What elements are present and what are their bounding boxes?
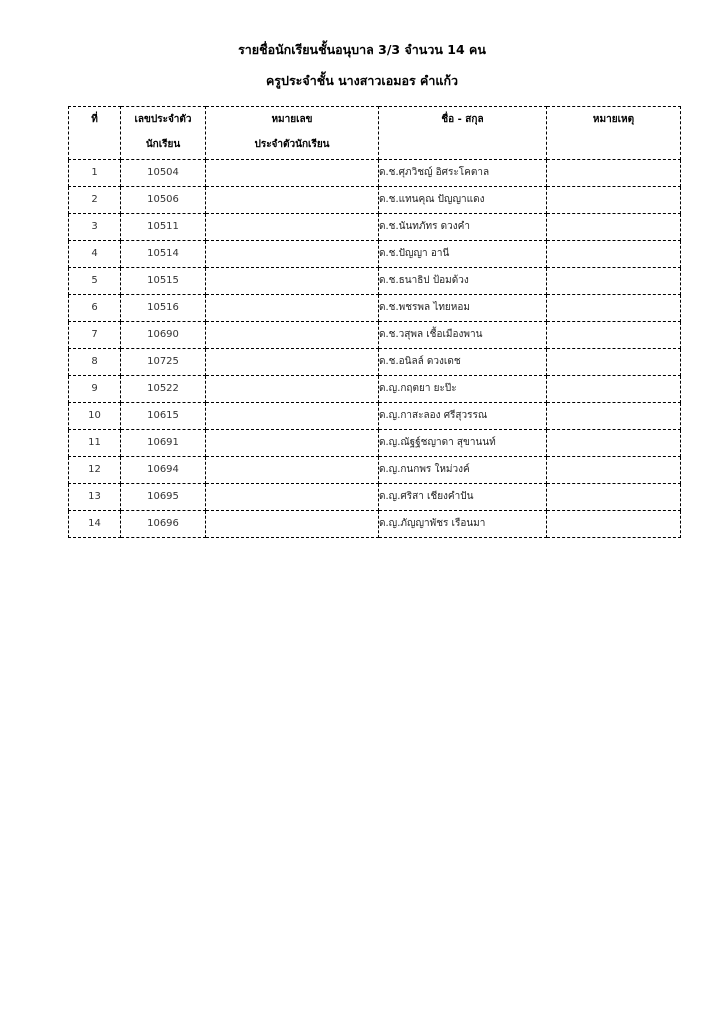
row-no: 7 (69, 322, 121, 349)
row-student-id: 10696 (121, 511, 206, 538)
row-name: ด.ญ.ณัฐฐ์ชญาดา สุขานนท์ (379, 430, 547, 457)
table-row (69, 214, 681, 241)
row-national-id (206, 214, 379, 241)
row-remark (547, 214, 681, 241)
row-student-id: 10516 (121, 295, 206, 322)
row-no: 8 (69, 349, 121, 376)
row-student-id: 10725 (121, 349, 206, 376)
table-row (69, 322, 681, 349)
row-student-id: 10511 (121, 214, 206, 241)
row-no: 13 (69, 484, 121, 511)
row-name: ด.ญ.ภัญญาพัชร เรือนมา (379, 511, 547, 538)
row-student-id: 10514 (121, 241, 206, 268)
table-row (69, 187, 681, 214)
table-row (69, 295, 681, 322)
table-row (69, 511, 681, 538)
row-national-id (206, 187, 379, 214)
table-row (69, 403, 681, 430)
row-remark (547, 295, 681, 322)
header-national-id: หมายเลข ประจำตัวนักเรียน (206, 107, 379, 160)
table-row (69, 430, 681, 457)
row-no: 9 (69, 376, 121, 403)
row-national-id (206, 160, 379, 187)
row-national-id (206, 349, 379, 376)
row-national-id (206, 376, 379, 403)
row-student-id: 10691 (121, 430, 206, 457)
table-row (69, 241, 681, 268)
row-remark (547, 376, 681, 403)
row-remark (547, 187, 681, 214)
table-row (69, 349, 681, 376)
row-remark (547, 403, 681, 430)
row-no: 5 (69, 268, 121, 295)
row-remark (547, 349, 681, 376)
row-no: 1 (69, 160, 121, 187)
row-remark (547, 160, 681, 187)
row-national-id (206, 241, 379, 268)
row-remark (547, 457, 681, 484)
table-row (69, 160, 681, 187)
row-student-id: 10515 (121, 268, 206, 295)
row-name: ด.ญ.ศริสา เชียงคำปัน (379, 484, 547, 511)
table-row (69, 268, 681, 295)
header-no: ที่ (69, 107, 121, 160)
row-remark (547, 322, 681, 349)
row-student-id: 10506 (121, 187, 206, 214)
row-name: ด.ช.ศุภวิชญ์ อิศระโคตาล (379, 160, 547, 187)
row-name: ด.ช.วสุพล เชื้อเมืองพาน (379, 322, 547, 349)
row-student-id: 10522 (121, 376, 206, 403)
page-title: รายชื่อนักเรียนชั้นอนุบาล 3/3 จำนวน 14 คน (238, 42, 486, 57)
row-student-id: 10695 (121, 484, 206, 511)
table-row (69, 376, 681, 403)
row-student-id: 10694 (121, 457, 206, 484)
header-student-id: เลขประจำตัว นักเรียน (121, 107, 206, 160)
row-remark (547, 268, 681, 295)
row-national-id (206, 403, 379, 430)
row-no: 2 (69, 187, 121, 214)
row-name: ด.ช.ธนาธิป ป้อมด้วง (379, 268, 547, 295)
row-name: ด.ญ.กาสะลอง ศรีสุวรรณ (379, 403, 547, 430)
row-name: ด.ญ.กนกพร ใหม่วงค์ (379, 457, 547, 484)
row-national-id (206, 295, 379, 322)
student-table (68, 106, 681, 538)
header-remark: หมายเหตุ (547, 107, 681, 160)
row-remark (547, 241, 681, 268)
row-student-id: 10615 (121, 403, 206, 430)
row-remark (547, 511, 681, 538)
row-name: ด.ช.ปัญญา อานี (379, 241, 547, 268)
row-no: 10 (69, 403, 121, 430)
row-student-id: 10690 (121, 322, 206, 349)
row-name: ด.ช.นันทภัทร ดวงคำ (379, 214, 547, 241)
row-name: ด.ญ.กฤตยา ยะป๊ะ (379, 376, 547, 403)
row-name: ด.ช.พชรพล ไทยหอม (379, 295, 547, 322)
row-national-id (206, 457, 379, 484)
row-national-id (206, 511, 379, 538)
row-remark (547, 484, 681, 511)
row-no: 14 (69, 511, 121, 538)
table-row (69, 484, 681, 511)
row-student-id: 10504 (121, 160, 206, 187)
row-national-id (206, 322, 379, 349)
table-row (69, 457, 681, 484)
table-header-row (69, 107, 681, 160)
row-no: 6 (69, 295, 121, 322)
row-name: ด.ช.อนิลล์ ดวงเดช (379, 349, 547, 376)
row-no: 4 (69, 241, 121, 268)
row-no: 11 (69, 430, 121, 457)
row-national-id (206, 430, 379, 457)
row-national-id (206, 268, 379, 295)
row-national-id (206, 484, 379, 511)
header-name: ชื่อ - สกุล (379, 107, 547, 160)
row-name: ด.ช.แทนคุณ ปัญญาแดง (379, 187, 547, 214)
row-no: 3 (69, 214, 121, 241)
row-no: 12 (69, 457, 121, 484)
row-remark (547, 430, 681, 457)
teacher-line: ครูประจำชั้น นางสาวเอมอร คำแก้ว (265, 73, 459, 88)
